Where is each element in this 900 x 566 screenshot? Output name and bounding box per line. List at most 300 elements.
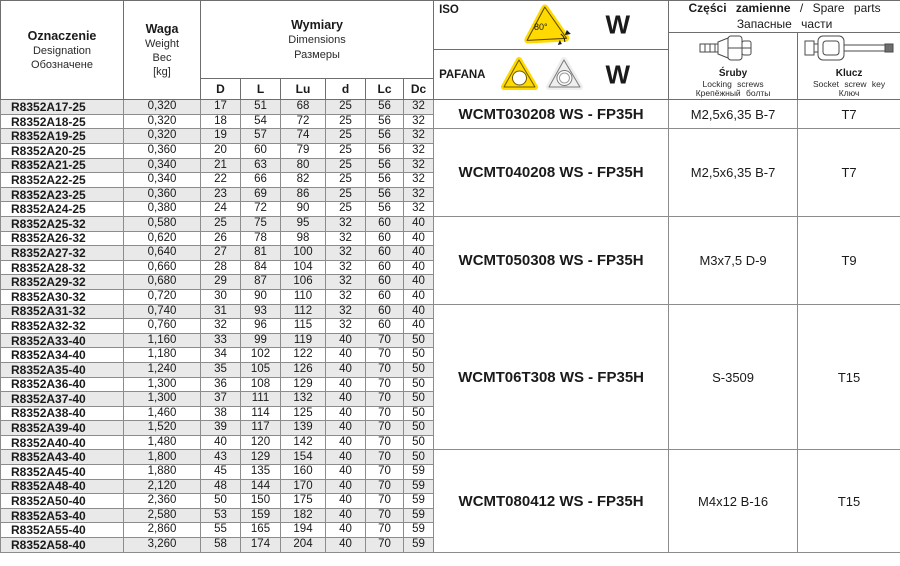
dimension-value: 72 bbox=[281, 114, 326, 129]
spare-parts-title-ru: Запасные части bbox=[736, 16, 833, 31]
dimension-value: 33 bbox=[201, 333, 241, 348]
dimension-value: 154 bbox=[281, 450, 326, 465]
dimension-value: 40 bbox=[404, 319, 434, 334]
dimension-value: 43 bbox=[201, 450, 241, 465]
pafana-label: PAFANA bbox=[439, 68, 486, 81]
tool-designation: R8352A39-40 bbox=[1, 421, 124, 436]
dimension-value: 129 bbox=[241, 450, 281, 465]
dimension-value: 114 bbox=[241, 406, 281, 421]
spare-parts-title bbox=[669, 1, 900, 17]
tool-designation: R8352A40-40 bbox=[1, 435, 124, 450]
dimensions-header-pl: Wymiary bbox=[291, 18, 343, 33]
dimension-value: 1,240 bbox=[124, 362, 201, 377]
dimension-value: 1,460 bbox=[124, 406, 201, 421]
dimension-value: 104 bbox=[281, 260, 326, 275]
dimension-value: 0,340 bbox=[124, 158, 201, 173]
dimension-value: 40 bbox=[326, 538, 366, 553]
dimension-value: 142 bbox=[281, 435, 326, 450]
tool-designation: R8352A25-32 bbox=[1, 216, 124, 231]
insert-gray-icon bbox=[549, 60, 580, 87]
dimension-value: 100 bbox=[281, 246, 326, 261]
dimension-value: 26 bbox=[201, 231, 241, 246]
dimension-value: 31 bbox=[201, 304, 241, 319]
dimension-value: 32 bbox=[404, 129, 434, 144]
pafana-inserts bbox=[500, 55, 588, 95]
dimension-value: 50 bbox=[404, 377, 434, 392]
locking-screw-cell: M2,5x6,35 B-7 bbox=[669, 129, 798, 217]
dimension-value: 126 bbox=[281, 362, 326, 377]
dimension-value: 70 bbox=[366, 465, 404, 480]
tool-designation: R8352A17-25 bbox=[1, 100, 124, 115]
dimension-value: 70 bbox=[366, 508, 404, 523]
dimension-value: 2,360 bbox=[124, 494, 201, 509]
dimension-value: 17 bbox=[201, 100, 241, 115]
dim-col-D: D bbox=[201, 79, 241, 100]
dimension-value: 59 bbox=[404, 523, 434, 538]
dimension-value: 84 bbox=[241, 260, 281, 275]
dimension-value: 70 bbox=[366, 421, 404, 436]
tool-designation: R8352A37-40 bbox=[1, 392, 124, 407]
weight-header-pl: Waga bbox=[145, 21, 179, 36]
dimension-value: 40 bbox=[326, 465, 366, 480]
dimension-value: 25 bbox=[326, 114, 366, 129]
dimension-value: 56 bbox=[366, 129, 404, 144]
dimension-value: 119 bbox=[281, 333, 326, 348]
dimension-value: 40 bbox=[326, 333, 366, 348]
dimension-value: 48 bbox=[201, 479, 241, 494]
dimension-value: 160 bbox=[281, 465, 326, 480]
dimension-value: 32 bbox=[404, 202, 434, 217]
table-row bbox=[1, 450, 900, 465]
tool-designation: R8352A30-32 bbox=[1, 289, 124, 304]
weight-header-ru: Вес bbox=[152, 52, 172, 65]
dimension-value: 0,340 bbox=[124, 173, 201, 188]
dimension-value: 93 bbox=[241, 304, 281, 319]
dimension-value: 40 bbox=[326, 377, 366, 392]
socket-key-cell: T7 bbox=[798, 100, 900, 129]
key-header-cell bbox=[798, 33, 900, 100]
dimension-value: 0,740 bbox=[124, 304, 201, 319]
dimension-value: 38 bbox=[201, 406, 241, 421]
dimension-value: 50 bbox=[201, 494, 241, 509]
dimension-value: 25 bbox=[326, 202, 366, 217]
tool-designation: R8352A27-32 bbox=[1, 246, 124, 261]
dimension-value: 70 bbox=[366, 450, 404, 465]
insert-designation-cell: WCMT030208 WS - FP35H bbox=[434, 100, 669, 129]
insert-designation-cell: WCMT06T308 WS - FP35H bbox=[434, 304, 669, 450]
dimension-value: 1,300 bbox=[124, 377, 201, 392]
dimension-value: 32 bbox=[404, 144, 434, 159]
dimension-value: 30 bbox=[201, 289, 241, 304]
screws-label-ru: Крепёжный болты bbox=[695, 88, 771, 99]
tool-designation: R8352A21-25 bbox=[1, 158, 124, 173]
dimension-value: 95 bbox=[281, 216, 326, 231]
dimension-value: 50 bbox=[404, 362, 434, 377]
dimension-value: 60 bbox=[366, 275, 404, 290]
tool-designation: R8352A34-40 bbox=[1, 348, 124, 363]
dimension-value: 0,360 bbox=[124, 187, 201, 202]
dimension-value: 0,680 bbox=[124, 275, 201, 290]
dimension-value: 40 bbox=[201, 435, 241, 450]
iso-shape-letter: W bbox=[605, 9, 631, 40]
dimension-value: 99 bbox=[241, 333, 281, 348]
dimension-value: 82 bbox=[281, 173, 326, 188]
dimension-value: 56 bbox=[366, 144, 404, 159]
dimension-value: 2,120 bbox=[124, 479, 201, 494]
insert-designation-cell: WCMT050308 WS - FP35H bbox=[434, 216, 669, 304]
dimension-value: 87 bbox=[241, 275, 281, 290]
dimension-value: 70 bbox=[366, 523, 404, 538]
dimension-value: 69 bbox=[241, 187, 281, 202]
dimension-value: 182 bbox=[281, 508, 326, 523]
dimension-value: 18 bbox=[201, 114, 241, 129]
dimension-value: 40 bbox=[326, 450, 366, 465]
socket-key-cell: T9 bbox=[798, 216, 900, 304]
dimension-value: 32 bbox=[404, 100, 434, 115]
dimension-value: 23 bbox=[201, 187, 241, 202]
tool-designation: R8352A43-40 bbox=[1, 450, 124, 465]
socket-key-cell: T15 bbox=[798, 450, 900, 552]
key-label-pl: Klucz bbox=[835, 68, 863, 80]
tool-designation: R8352A35-40 bbox=[1, 362, 124, 377]
tool-designation: R8352A29-32 bbox=[1, 275, 124, 290]
dimension-value: 79 bbox=[281, 144, 326, 159]
dimension-value: 50 bbox=[404, 450, 434, 465]
dimension-value: 139 bbox=[281, 421, 326, 436]
dimension-value: 60 bbox=[366, 319, 404, 334]
tool-designation: R8352A23-25 bbox=[1, 187, 124, 202]
locking-screw-cell: S-3509 bbox=[669, 304, 798, 450]
dimension-value: 40 bbox=[326, 479, 366, 494]
dimension-value: 70 bbox=[366, 377, 404, 392]
dimension-value: 29 bbox=[201, 275, 241, 290]
dimension-value: 53 bbox=[201, 508, 241, 523]
dimension-value: 70 bbox=[366, 538, 404, 553]
dimension-value: 63 bbox=[241, 158, 281, 173]
dimension-value: 0,640 bbox=[124, 246, 201, 261]
dimension-value: 105 bbox=[241, 362, 281, 377]
screws-label-en: Locking screws bbox=[702, 78, 764, 89]
dimension-value: 40 bbox=[404, 246, 434, 261]
designation-header-pl: Oznaczenie bbox=[27, 28, 97, 43]
table-row bbox=[1, 129, 900, 144]
dimension-value: 0,320 bbox=[124, 129, 201, 144]
iso-insert-cell bbox=[434, 1, 669, 50]
dimension-value: 19 bbox=[201, 129, 241, 144]
dimension-value: 40 bbox=[326, 362, 366, 377]
dimension-value: 60 bbox=[366, 231, 404, 246]
tool-designation: R8352A45-40 bbox=[1, 465, 124, 480]
dimension-value: 75 bbox=[241, 216, 281, 231]
dimensions-header bbox=[201, 1, 434, 79]
dimension-value: 24 bbox=[201, 202, 241, 217]
dimension-value: 170 bbox=[281, 479, 326, 494]
dimension-value: 122 bbox=[281, 348, 326, 363]
spare-parts-title-en: / Spare parts bbox=[799, 1, 881, 15]
dimension-value: 37 bbox=[201, 392, 241, 407]
dimension-value: 50 bbox=[404, 392, 434, 407]
dimension-value: 32 bbox=[404, 187, 434, 202]
dimension-value: 25 bbox=[201, 216, 241, 231]
dimension-value: 32 bbox=[326, 319, 366, 334]
dimension-value: 102 bbox=[241, 348, 281, 363]
dimension-value: 32 bbox=[404, 173, 434, 188]
dimension-value: 40 bbox=[326, 523, 366, 538]
locking-screw-icon bbox=[696, 33, 770, 63]
dimension-value: 40 bbox=[404, 289, 434, 304]
dimension-value: 1,480 bbox=[124, 435, 201, 450]
dimension-value: 25 bbox=[326, 173, 366, 188]
table-row bbox=[1, 100, 900, 115]
dim-col-Lu: Lu bbox=[281, 79, 326, 100]
dimension-value: 36 bbox=[201, 377, 241, 392]
insert-yellow-icon bbox=[504, 60, 535, 87]
dimension-value: 129 bbox=[281, 377, 326, 392]
dimension-value: 0,760 bbox=[124, 319, 201, 334]
dimension-value: 55 bbox=[201, 523, 241, 538]
tool-designation: R8352A22-25 bbox=[1, 173, 124, 188]
dimension-value: 58 bbox=[201, 538, 241, 553]
key-label-en: Socket screw key bbox=[812, 78, 886, 89]
dimension-value: 40 bbox=[326, 406, 366, 421]
dimension-value: 59 bbox=[404, 508, 434, 523]
dimension-value: 32 bbox=[326, 260, 366, 275]
insert-designation-cell: WCMT040208 WS - FP35H bbox=[434, 129, 669, 217]
dimension-value: 32 bbox=[326, 289, 366, 304]
dimension-value: 40 bbox=[326, 421, 366, 436]
weight-header-unit: [kg] bbox=[153, 66, 171, 79]
dimension-value: 50 bbox=[404, 421, 434, 436]
dimension-value: 0,720 bbox=[124, 289, 201, 304]
dimension-value: 32 bbox=[326, 216, 366, 231]
tool-designation: R8352A55-40 bbox=[1, 523, 124, 538]
dimension-value: 3,260 bbox=[124, 538, 201, 553]
spare-parts-title-pl: Części zamienne bbox=[688, 1, 791, 15]
dimension-value: 78 bbox=[241, 231, 281, 246]
dimension-value: 80 bbox=[281, 158, 326, 173]
dimension-value: 32 bbox=[404, 114, 434, 129]
dimension-value: 108 bbox=[241, 377, 281, 392]
dimension-value: 28 bbox=[201, 260, 241, 275]
dimension-value: 60 bbox=[366, 216, 404, 231]
tool-designation: R8352A19-25 bbox=[1, 129, 124, 144]
dimension-value: 40 bbox=[326, 494, 366, 509]
dimension-value: 2,860 bbox=[124, 523, 201, 538]
dimension-value: 56 bbox=[366, 187, 404, 202]
dimension-value: 45 bbox=[201, 465, 241, 480]
dimension-value: 56 bbox=[366, 202, 404, 217]
dimension-value: 32 bbox=[326, 304, 366, 319]
dimension-value: 70 bbox=[366, 333, 404, 348]
tool-designation: R8352A50-40 bbox=[1, 494, 124, 509]
dimension-value: 21 bbox=[201, 158, 241, 173]
dim-col-L: L bbox=[241, 79, 281, 100]
dimension-value: 70 bbox=[366, 392, 404, 407]
dimension-value: 159 bbox=[241, 508, 281, 523]
dimension-value: 112 bbox=[281, 304, 326, 319]
dimension-value: 96 bbox=[241, 319, 281, 334]
designation-header-en: Designation bbox=[32, 44, 92, 57]
tool-designation: R8352A24-25 bbox=[1, 202, 124, 217]
dimension-value: 56 bbox=[366, 114, 404, 129]
tool-designation: R8352A38-40 bbox=[1, 406, 124, 421]
dimension-value: 50 bbox=[404, 333, 434, 348]
dimension-value: 40 bbox=[404, 260, 434, 275]
dimension-value: 1,180 bbox=[124, 348, 201, 363]
tool-designation: R8352A26-32 bbox=[1, 231, 124, 246]
dimension-value: 50 bbox=[404, 406, 434, 421]
dimension-value: 40 bbox=[404, 275, 434, 290]
dimension-value: 0,580 bbox=[124, 216, 201, 231]
dimension-value: 144 bbox=[241, 479, 281, 494]
dim-col-Lc: Lc bbox=[366, 79, 404, 100]
dimension-value: 115 bbox=[281, 319, 326, 334]
dimension-value: 56 bbox=[366, 100, 404, 115]
locking-screw-cell: M4x12 B-16 bbox=[669, 450, 798, 552]
dimension-value: 1,800 bbox=[124, 450, 201, 465]
dimension-value: 165 bbox=[241, 523, 281, 538]
spare-parts-header bbox=[669, 1, 900, 33]
dimension-value: 56 bbox=[366, 158, 404, 173]
pafana-shape-letter: W bbox=[605, 59, 631, 90]
dimension-value: 70 bbox=[366, 362, 404, 377]
dimension-value: 50 bbox=[404, 435, 434, 450]
dimension-value: 111 bbox=[241, 392, 281, 407]
key-label-ru: Ключ bbox=[838, 88, 860, 99]
dimension-value: 1,160 bbox=[124, 333, 201, 348]
dimension-value: 204 bbox=[281, 538, 326, 553]
dimension-value: 0,380 bbox=[124, 202, 201, 217]
screws-header-cell bbox=[669, 33, 798, 100]
dimension-value: 60 bbox=[241, 144, 281, 159]
dimension-value: 40 bbox=[326, 392, 366, 407]
screws-label-pl: Śruby bbox=[718, 68, 748, 80]
dimension-value: 60 bbox=[366, 260, 404, 275]
dimension-value: 68 bbox=[281, 100, 326, 115]
dimension-value: 72 bbox=[241, 202, 281, 217]
tool-designation: R8352A28-32 bbox=[1, 260, 124, 275]
dimension-value: 74 bbox=[281, 129, 326, 144]
dimension-value: 1,300 bbox=[124, 392, 201, 407]
iso-label: ISO bbox=[439, 4, 459, 16]
socket-key-cell: T7 bbox=[798, 129, 900, 217]
dimension-value: 135 bbox=[241, 465, 281, 480]
dimension-value: 60 bbox=[366, 246, 404, 261]
dimension-value: 2,580 bbox=[124, 508, 201, 523]
dimension-value: 32 bbox=[326, 275, 366, 290]
dimension-value: 25 bbox=[326, 144, 366, 159]
dimension-value: 132 bbox=[281, 392, 326, 407]
dimension-value: 57 bbox=[241, 129, 281, 144]
dimension-value: 50 bbox=[404, 348, 434, 363]
tool-designation: R8352A48-40 bbox=[1, 479, 124, 494]
weight-header-en: Weight bbox=[144, 37, 180, 50]
dimensions-header-en: Dimensions bbox=[288, 34, 346, 47]
designation-header bbox=[1, 1, 124, 100]
dimension-value: 0,320 bbox=[124, 114, 201, 129]
dimension-value: 56 bbox=[366, 173, 404, 188]
dimension-value: 25 bbox=[326, 187, 366, 202]
dimension-value: 35 bbox=[201, 362, 241, 377]
dimension-value: 1,520 bbox=[124, 421, 201, 436]
dimension-value: 125 bbox=[281, 406, 326, 421]
dimension-value: 194 bbox=[281, 523, 326, 538]
tool-designation: R8352A32-32 bbox=[1, 319, 124, 334]
dimension-value: 40 bbox=[404, 231, 434, 246]
dimension-value: 90 bbox=[241, 289, 281, 304]
dimension-value: 39 bbox=[201, 421, 241, 436]
dimension-value: 1,880 bbox=[124, 465, 201, 480]
socket-key-cell: T15 bbox=[798, 304, 900, 450]
dimension-value: 70 bbox=[366, 435, 404, 450]
dimension-value: 106 bbox=[281, 275, 326, 290]
table-row bbox=[1, 216, 900, 231]
locking-screw-cell: M3x7,5 D-9 bbox=[669, 216, 798, 304]
dimension-value: 22 bbox=[201, 173, 241, 188]
dimension-value: 66 bbox=[241, 173, 281, 188]
dim-col-d: d bbox=[326, 79, 366, 100]
tool-designation: R8352A20-25 bbox=[1, 144, 124, 159]
dimension-value: 20 bbox=[201, 144, 241, 159]
dimension-value: 32 bbox=[404, 158, 434, 173]
dimension-value: 70 bbox=[366, 494, 404, 509]
tool-designation: R8352A33-40 bbox=[1, 333, 124, 348]
dimensions-header-ru: Размеры bbox=[294, 48, 340, 61]
dimension-value: 32 bbox=[326, 231, 366, 246]
dimension-value: 86 bbox=[281, 187, 326, 202]
dimension-value: 32 bbox=[326, 246, 366, 261]
dimension-value: 0,660 bbox=[124, 260, 201, 275]
dimension-value: 174 bbox=[241, 538, 281, 553]
dimension-value: 40 bbox=[326, 508, 366, 523]
dimension-value: 40 bbox=[404, 304, 434, 319]
table-row bbox=[1, 304, 900, 319]
dimension-value: 175 bbox=[281, 494, 326, 509]
dimension-value: 0,320 bbox=[124, 100, 201, 115]
tool-designation: R8352A36-40 bbox=[1, 377, 124, 392]
svg-text:80°: 80° bbox=[534, 22, 548, 33]
dimension-value: 0,360 bbox=[124, 144, 201, 159]
catalog-body bbox=[1, 100, 900, 552]
dimension-value: 0,620 bbox=[124, 231, 201, 246]
dimension-value: 98 bbox=[281, 231, 326, 246]
dimension-value: 70 bbox=[366, 479, 404, 494]
socket-key-icon bbox=[803, 33, 895, 63]
dimension-value: 110 bbox=[281, 289, 326, 304]
tool-designation: R8352A58-40 bbox=[1, 538, 124, 553]
dimension-value: 51 bbox=[241, 100, 281, 115]
dimension-value: 54 bbox=[241, 114, 281, 129]
dimension-value: 59 bbox=[404, 538, 434, 553]
dimension-value: 70 bbox=[366, 406, 404, 421]
tool-designation: R8352A53-40 bbox=[1, 508, 124, 523]
dimension-value: 25 bbox=[326, 100, 366, 115]
dimension-value: 60 bbox=[366, 304, 404, 319]
dimension-value: 59 bbox=[404, 479, 434, 494]
pafana-insert-cell bbox=[434, 50, 669, 100]
dimension-value: 70 bbox=[366, 348, 404, 363]
weight-header bbox=[124, 1, 201, 100]
dimension-value: 150 bbox=[241, 494, 281, 509]
insert-designation-cell: WCMT080412 WS - FP35H bbox=[434, 450, 669, 552]
trigon-80-icon bbox=[521, 4, 573, 46]
dimension-value: 34 bbox=[201, 348, 241, 363]
dimension-value: 27 bbox=[201, 246, 241, 261]
dimension-value: 40 bbox=[326, 348, 366, 363]
locking-screw-cell: M2,5x6,35 B-7 bbox=[669, 100, 798, 129]
dimension-value: 40 bbox=[404, 216, 434, 231]
dimension-value: 120 bbox=[241, 435, 281, 450]
